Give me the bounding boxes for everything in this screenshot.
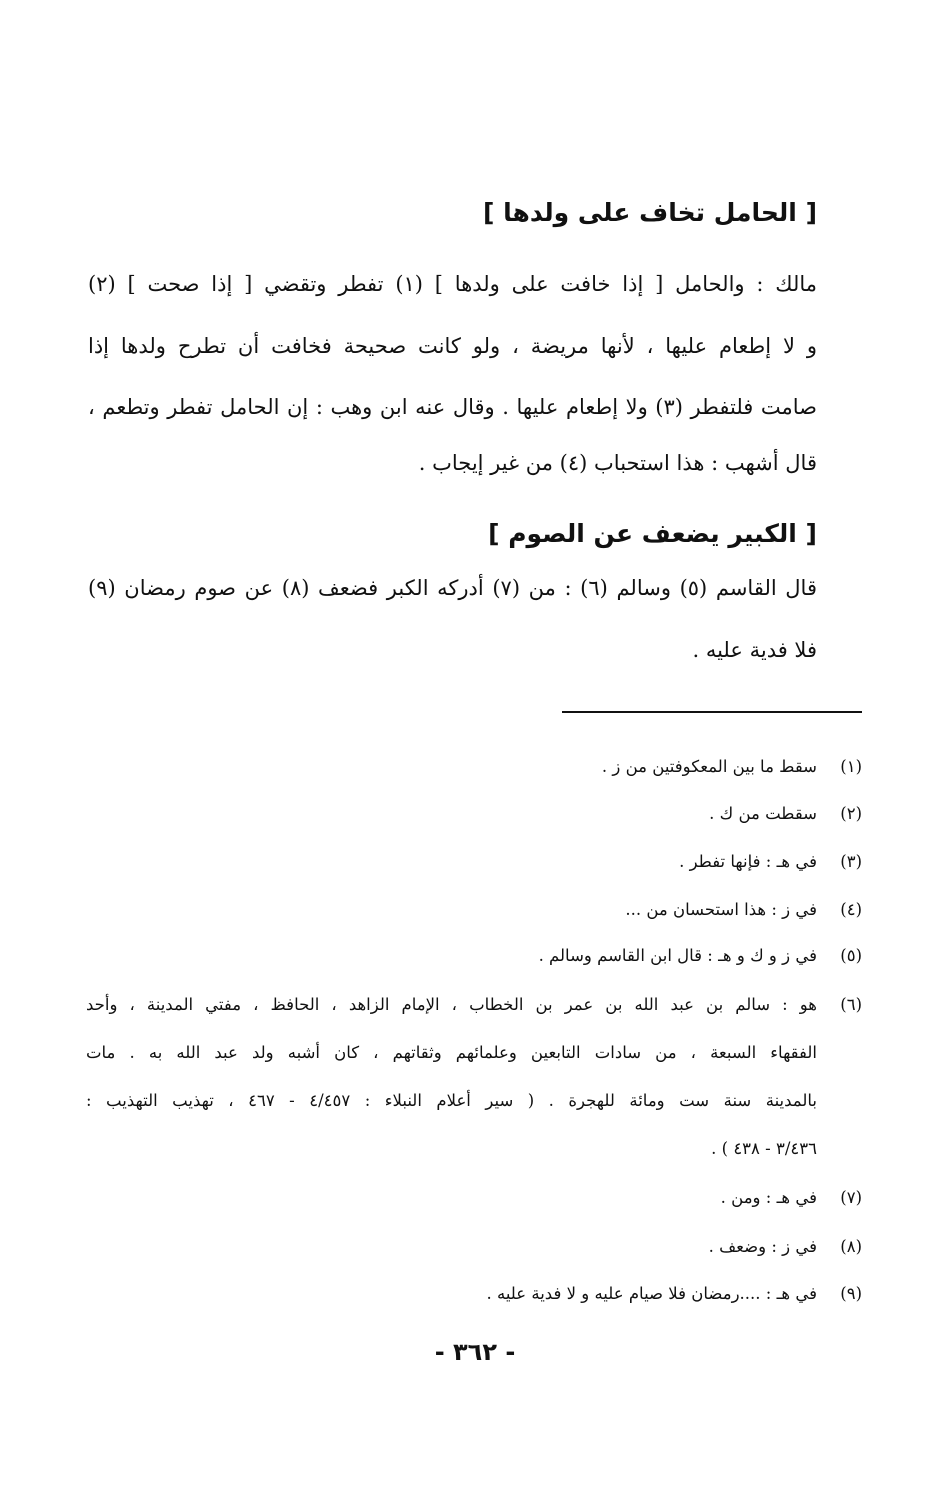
footnote-divider [562, 711, 862, 713]
body-line: صامت فلتفطر (٣) ولا إطعام عليها . وقال عنه ابن وهب : إن الحامل تفطر وتطعم ، [88, 395, 817, 419]
footnote-text: سقطت من ك . [709, 804, 817, 823]
footnote-number: (٢) [840, 804, 862, 823]
footnote-text: في ز : هذا استحسان من ... [625, 900, 817, 919]
body-line: و لا إطعام عليها ، لأنها مريضة ، ولو كانت صحيحة فخافت أن تطرح ولدها إذا [88, 334, 817, 358]
body-line: قال أشهب : هذا استحباب (٤) من غير إيجاب . [418, 451, 817, 475]
body-line: قال القاسم (٥) وسالم (٦) : من (٧) أدركه الكبر فضعف (٨) عن صوم رمضان (٩) [88, 576, 817, 600]
section-heading-pregnant: [ الحامل تخاف على ولدها ] [482, 198, 817, 227]
page-number: - ٣٦٢ - [434, 1338, 516, 1366]
footnote-text: في هـ : ....رمضان فلا صيام عليه و لا فدية عليه . [486, 1284, 817, 1303]
footnote-number: (٧) [840, 1188, 862, 1207]
footnote-number: (٩) [840, 1284, 862, 1303]
body-line: فلا فدية عليه . [692, 638, 817, 662]
footnote-number: (١) [840, 757, 862, 776]
footnote-text: الفقهاء السبعة ، من سادات التابعين وعلمائهم وثقاتهم ، كان أشبه ولد عبد الله به . مات [86, 1043, 817, 1062]
footnote-number: (٥) [840, 946, 862, 965]
footnote-text: ٣/٤٣٦ - ٤٣٨ ) . [711, 1139, 817, 1158]
footnote-text: بالمدينة سنة ست ومائة للهجرة . ( سير أعلام النبلاء : ٤/٤٥٧ - ٤٦٧ ، تهذيب التهذيب : [86, 1091, 817, 1110]
body-line: مالك : والحامل [ إذا خافت على ولدها ] (١) تفطر وتقضي [ إذا صحت ] (٢) [88, 272, 817, 296]
footnote-number: (٨) [840, 1237, 862, 1256]
footnote-text: في هـ : فإنها تفطر . [679, 852, 817, 871]
footnote-number: (٣) [840, 852, 862, 871]
footnote-text: هو : سالم بن عبد الله بن عمر بن الخطاب ، الإمام الزاهد ، الحافظ ، مفتي المدينة ، وأحد [86, 995, 817, 1014]
footnote-text: في ز : وضعف . [708, 1237, 817, 1256]
footnote-text: في هـ : ومن . [720, 1188, 817, 1207]
footnote-text: في ز و ك و هـ : قال ابن القاسم وسالم . [538, 946, 817, 965]
section-heading-elderly: [ الكبير يضعف عن الصوم ] [488, 519, 817, 548]
footnote-number: (٦) [840, 995, 862, 1014]
footnote-text: سقط ما بين المعكوفتين من ز . [601, 757, 817, 776]
footnote-number: (٤) [840, 900, 862, 919]
